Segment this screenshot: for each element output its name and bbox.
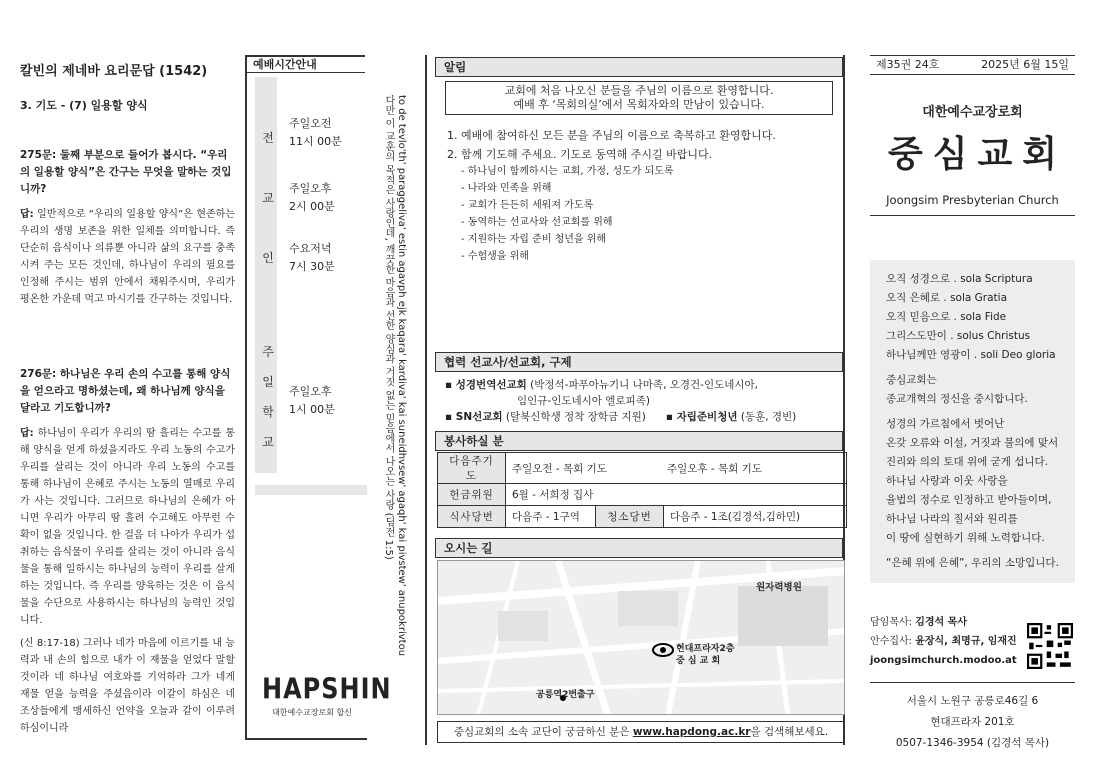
prayer-item: - 지원하는 자립 준비 청년을 위해 [461, 234, 607, 245]
prayer-item: - 수험생을 위해 [461, 251, 529, 262]
catechism-question-275: 275문: 둘째 부분으로 들어가 봅시다. “우리의 일용할 양식”은 간구는 무엇을 말하는 것입니까? [20, 149, 232, 195]
prayer-item: - 나라와 민족을 위해 [461, 183, 552, 194]
worship-item: 주일오후 1시 00분 [289, 385, 335, 416]
verse-korean: 다만 이 교훈의 목적은 사랑인데, 깨끗한 마음과 선한 양심과 거짓 없는 믿음에서 나오는 사랑 (딤전 1:5) [383, 95, 394, 560]
notices-header: 알림 [435, 57, 843, 77]
table-row: 헌금위원 6월 - 서희정 집사 [438, 484, 847, 506]
catechism-column [20, 60, 235, 737]
map-label-bus: 공릉역2번출구 [536, 690, 595, 700]
notice-list [447, 127, 837, 265]
welcome-box: 교회에 처음 나오신 분들을 주님의 이름으로 환영합니다. 예배 후 ‘목회의실’에서 목회자와의 만남이 있습니다. [445, 81, 833, 115]
servants-table [437, 452, 847, 528]
prayer-item: - 하나님이 함께하시는 교회, 가정, 성도가 되도록 [461, 166, 674, 177]
catechism-question-276: 276문: 하나님은 우리 손의 수고를 통해 양식을 얻으라고 명하셨는데, 왜 하나님께 양식을 달라고 기도합니까? [20, 368, 231, 414]
worship-item: 주일오전 11시 00분 [289, 117, 342, 148]
group-label-char: 인 [262, 251, 274, 265]
worship-group-sunday-school [255, 323, 367, 473]
qr-code-icon[interactable] [1027, 623, 1073, 669]
website[interactable]: joongsimchurch.modoo.at [870, 655, 1017, 666]
bulletin-cover [870, 55, 1075, 754]
group-label-char: 교 [262, 191, 274, 205]
catechism-verse: (신 8:17-18) 그러나 네가 마음에 이르기를 내 능력과 내 손의 힘으로 내가 이 재물을 얻었다 말할 것이라 네 하나님 여호와를 기억하라 그가 네게 재물 얻을 능력을 주셨음이라 이같이 하심은 네 조상들에게 맹세하신 언약을 오늘과 같이 이루려 하심이니라 [20, 638, 235, 734]
missions-list: ▪ 성경번역선교회 (박정석-파푸아뉴기니 나마족, 오경건-인도네시아, 임인규-인도네시아 엘로피족) ▪ SN선교회 (탈북신학생 정착 장학금 지원) ▪ 자립준비청년 (동훈, 경빈) [445, 379, 797, 423]
worship-divider [255, 485, 367, 495]
worship-header: 예배시간안내 [247, 55, 365, 73]
group-label-char: 학 [262, 405, 274, 419]
missions-header: 협력 선교사/선교회, 구제 [435, 352, 843, 372]
table-row: 다음주기도 주일오전 - 목회 기도 주일오후 - 목회 기도 [438, 453, 847, 484]
search-note: 중심교회의 소속 교단이 궁금하신 분은 www.hapdong.ac.kr을 검색해보세요. [437, 721, 845, 743]
church-name-en: Joongsim Presbyterian Church [886, 193, 1059, 207]
group-label-char: 주 [262, 345, 274, 359]
worship-group-adult [255, 77, 367, 352]
map-label-hospital: 원자력병원 [756, 582, 802, 593]
table-row: 식사당번 다음주 - 1구역 청소당번 다음주 - 1조(김경석,김하민) [438, 506, 847, 528]
prayer-item: - 동역하는 선교사와 선교회를 위해 [461, 217, 613, 228]
worship-item: 수요저녁 7시 30분 [289, 242, 335, 273]
verse-greek: to de tevlo'th' paraggeliva' estin agavph ejk kaqara' kardiva' kai suneidhvsew' agaqh' kai pivstew' anupokrivtou [396, 95, 407, 657]
catechism-title: 칼빈의 제네바 요리문답 (1542) [20, 64, 208, 79]
worship-item: 주일오후 2시 00분 [289, 182, 335, 213]
issue-number: 제35권 24호 [876, 58, 940, 71]
notice-item: 1. 예배에 참여하신 모든 분을 주님의 이름으로 축복하고 환영합니다. [447, 129, 776, 142]
address-block: 서울시 노원구 공릉로46길 6 현대프라자 201호 0507-1346-3954 (김경석 목사) [870, 682, 1075, 754]
group-label-char: 일 [262, 375, 274, 389]
church-name: 중심교회 [887, 134, 1068, 175]
directions-header: 오시는 길 [435, 538, 843, 558]
group-label-char: 전 [262, 131, 274, 145]
issue-date: 2025년 6월 15일 [981, 58, 1069, 71]
prayer-item: - 교회가 든든히 세워져 가도록 [461, 200, 594, 211]
denomination-link[interactable]: www.hapdong.ac.kr [632, 726, 751, 738]
catechism-answer-275: 답: 일반적으로 “우리의 일용할 양식”은 현존하는 우리의 생명 보존을 위한 일체를 의미합니다. 즉 단순히 음식이나 의류뿐 아니라 삶의 요구를 충족시켜 주는 모든 것인데, 하나님이 우리의 필요를 인정해 주시는 범위 안에서 채워주시며, 우리가 평온한 가운데 먹고 마시기를 간구하는 것입니다. [20, 209, 235, 305]
catechism-subtitle: 3. 기도 - (7) 일용할 양식 [20, 99, 148, 112]
map-label-church: 현대프라자2층 중 심 교 회 [676, 644, 735, 666]
location-map[interactable] [437, 560, 845, 715]
servants-header: 봉사하실 분 [435, 431, 843, 451]
denomination: 대한예수교장로회 [922, 105, 1023, 120]
vertical-verse [368, 95, 408, 695]
solas-box: 오직 성경으로 . sola Scriptura 오직 은혜로 . sola Gratia 오직 믿음으로 . sola Fide 그리스도만이 . solus Christus 하나님께만 영광이 . soli Deo gloria 중심교회는 종교개혁의 정신을 중시합니다. 성경의 가르침에서 벗어난 온갖 오류와 이설, 거짓과 불의에 맞서 진리와 의의 토대 위에 굳게 섭니다. 하나님 사랑과 이웃 사랑을 율법의 정수로 인정하고 받아들이며, 하나님 나라의 질서와 원리를 이 땅에 실현하기 위해 노력합니다. “은혜 위에 은혜”, 우리의 소망입니다. [870, 260, 1075, 583]
pastors-info: 담임목사: 김경석 목사 안수집사: 윤장식, 최명규, 임재진 joongsimchurch.modoo.at [870, 613, 1075, 670]
hapshin-logo: HAPSHIN 대한예수교장로회 합신 [262, 672, 392, 717]
middle-column [425, 55, 845, 745]
notice-item: 2. 함께 기도해 주세요. 기도로 동역해 주시길 바랍니다. [447, 148, 713, 161]
issue-info [870, 56, 1075, 74]
catechism-answer-276: 답: 하나님이 우리가 우리의 땀 흘리는 수고를 통해 양식을 얻게 하셨을지라도 우리 노동의 수고가 우리를 살리는 것이 아니라 우리 노동의 수고를 통해 하나님이 은혜로 주시는 노동의 열매로 우리가 사는 것입니다. 그러므로 하나님의 은혜가 아니면 우리가 아무리 땀 흘려 수고해도 아무런 수확이 없을 것입니다. 한 걸음 더 나아가 우리가 섭취하는 음식물이 우리를 살리는 것이 아니라 음식물을 통해 일하시는 하나님의 능력이 우리를 살게 하는 것입니다. 즉 우리를 양육하는 것은 이 음식물을 수단으로 사용하시는 하나님의 능력인 것입니다. [20, 428, 235, 626]
group-label-char: 교 [262, 435, 274, 449]
